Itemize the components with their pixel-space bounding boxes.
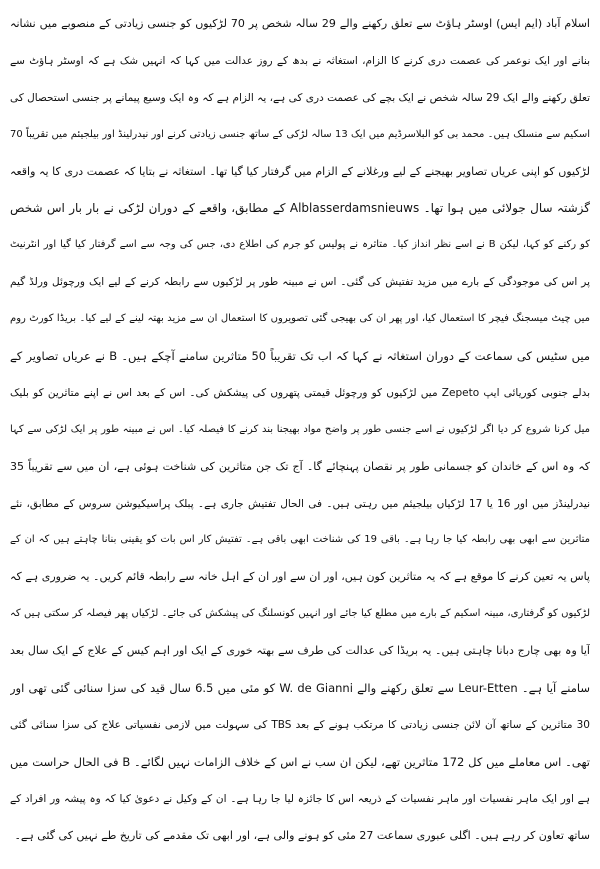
article-line: بنانے اور ایک نوعمر کی عصمت دری کرنے کا الزام، استغاثہ نے بدھ کے روز عدالت میں کہا کہ انہیں شک ہے کہ اوسٹر ہاؤٹ سے bbox=[10, 54, 590, 67]
article-line: لڑکیوں کو اپنی عریاں تصاویر بھیجنے کے لیے ورغلانے کے الزام میں گرفتار کیا گیا تھا۔ استغاثہ نے بتایا کہ عصمت دری کا یہ واقعہ bbox=[10, 164, 590, 178]
article-line: آیا وہ بھی چارج دبانا چاہتی ہیں۔ یہ بریڈا کی عدالت کی طرف سے بھتہ خوری کے ایک اور اہم کیس کے علاج کے ایک سال بعد bbox=[10, 644, 590, 658]
article-line: گزشتہ سال جولائی میں ہوا تھا۔ Alblasserdamsnieuws کے مطابق، واقعے کے دوران لڑکی نے بار بار اس شخص bbox=[10, 201, 590, 216]
article-line: اسلام آباد (ایم ایس) اوسٹر ہاؤٹ سے تعلق رکھنے والے 29 سالہ شخص پر 70 لڑکیوں کو جنسی زیادتی کے منصوبے میں نشانہ bbox=[10, 17, 590, 30]
article-line: سامنے آیا ہے۔ Leur-Etten سے تعلق رکھنے والے W. de Gianni کو مئی میں 6.5 سال قید کی سزا سنائی گئی تھی اور bbox=[10, 681, 590, 696]
article-line: اسکیم سے منسلک ہیں۔ محمد بی کو البلاسرڈیم میں ایک 13 سالہ لڑکی کے ساتھ جنسی زیادتی کرنے اور نیدرلینڈ اور بیلجیئم میں تقریباً 70 bbox=[10, 128, 590, 140]
article-line: 30 متاثرین کے ساتھ آن لائن جنسی زیادتی کا مرتکب ہونے کے بعد TBS کی سہولت میں لازمی نفسیاتی علاج کی سزا سنائی گئی bbox=[10, 718, 590, 731]
article-line: ہے اور ایک ماہر نفسیات اور ماہر نفسیات کے ذریعہ اس کا جائزہ لیا جا رہا ہے۔ ان کے وکیل نے دعویٰ کیا کہ وہ پیشہ ور افراد کے bbox=[10, 792, 590, 805]
article-line: کو رکنے کو کہا، لیکن B نے اسے نظر انداز کیا۔ متاثرہ نے پولیس کو جرم کی اطلاع دی، جس کی وجہ سے اسے گرفتار کیا گیا اور انٹرنیٹ bbox=[10, 239, 590, 251]
article-line: میل کرنا شروع کر دیا اگر لڑکیوں نے اسے جنسی طور پر واضح مواد بھیجنا بند کرنے کا فیصلہ کیا۔ اس نے مبینہ طور پر ایک لڑکی سے کہا bbox=[10, 423, 590, 435]
article-line: تھی۔ اس معاملے میں کل 172 متاثرین تھے، لیکن ان سب نے اس کے خلاف الزامات نہیں لگائے۔ B فی الحال حراست میں bbox=[10, 754, 590, 769]
article-line: میں چیٹ میسجنگ فیچر کا استعمال کیا، اور پھر ان کی بھیجی گئی تصویروں کا استعمال ان سے مزید بھتہ لینے کے لیے کیا۔ بریڈا کورٹ روم bbox=[10, 313, 590, 325]
article-line: نیدرلینڈز میں اور 16 یا 17 لڑکیاں بیلجیئم میں رہتی ہیں۔ فی الحال تفتیش جاری ہے۔ پبلک پراسیکیوشن سروس کے مطابق، نئے bbox=[10, 497, 590, 510]
article-line: ساتھ تعاون کر رہے ہیں۔ اگلی عبوری سماعت 27 مئی کو ہونے والی ہے، اور ابھی تک مقدمے کی تاریخ طے نہیں کی گئی ہے۔ bbox=[14, 828, 590, 842]
article-line: پر اس کی موجودگی کے بارے میں مزید تفتیش کی گئی۔ اس نے مبینہ طور پر لڑکیوں سے رابطہ کرنے کے لیے ایک ورچوئل ورلڈ گیم bbox=[10, 276, 590, 289]
article-line: تعلق رکھنے والے ایک 29 سالہ شخص نے ایک بچے کی عصمت دری کی ہے، یہ الزام ہے کہ وہ ایک وسیع پیمانے پر جنسی استحصال کی bbox=[10, 91, 590, 104]
article-line: کہ وہ اس کے خاندان کو جسمانی طور پر نقصان پہنچائے گا۔ آج تک جن متاثرین کی شناخت ہوئی ہے، ان میں سے تقریباً 35 bbox=[10, 459, 590, 473]
article-line: لڑکیوں کو گرفتاری، مبینہ اسکیم کے بارے میں مطلع کیا جائے اور انہیں کونسلنگ کی پیشکش کی جائے۔ لڑکیاں پھر فیصلہ کر سکتی ہیں کہ bbox=[10, 608, 590, 620]
article-line: متاثرین سے ابھی بھی رابطہ کیا جا رہا ہے۔ باقی 19 کی شناخت ابھی باقی ہے۔ تفتیش کار اس بات کو یقینی بنانا چاہتے ہیں کہ ان کے bbox=[10, 534, 590, 546]
article-line: پاس یہ تعین کرنے کا موقع ہے کہ یہ متاثرین کون ہیں، اور ان سے اور ان کے اہل خانہ سے رابطہ قائم کریں۔ یہ ضروری ہے کہ bbox=[10, 570, 590, 584]
article-line: میں سٹیس کی سماعت کے دوران استغاثہ نے کہا کہ اب تک تقریباً 50 متاثرین سامنے آچکے ہیں۔ B نے عریاں تصاویر کے bbox=[10, 349, 590, 364]
article-line: بدلے جنوبی کوریائی ایپ Zepeto میں لڑکیوں کو ورچوئل قیمتی پتھروں کی پیشکش کی۔ اس کے بعد اس نے اپنے متاثرین کو بلیک bbox=[10, 386, 590, 399]
